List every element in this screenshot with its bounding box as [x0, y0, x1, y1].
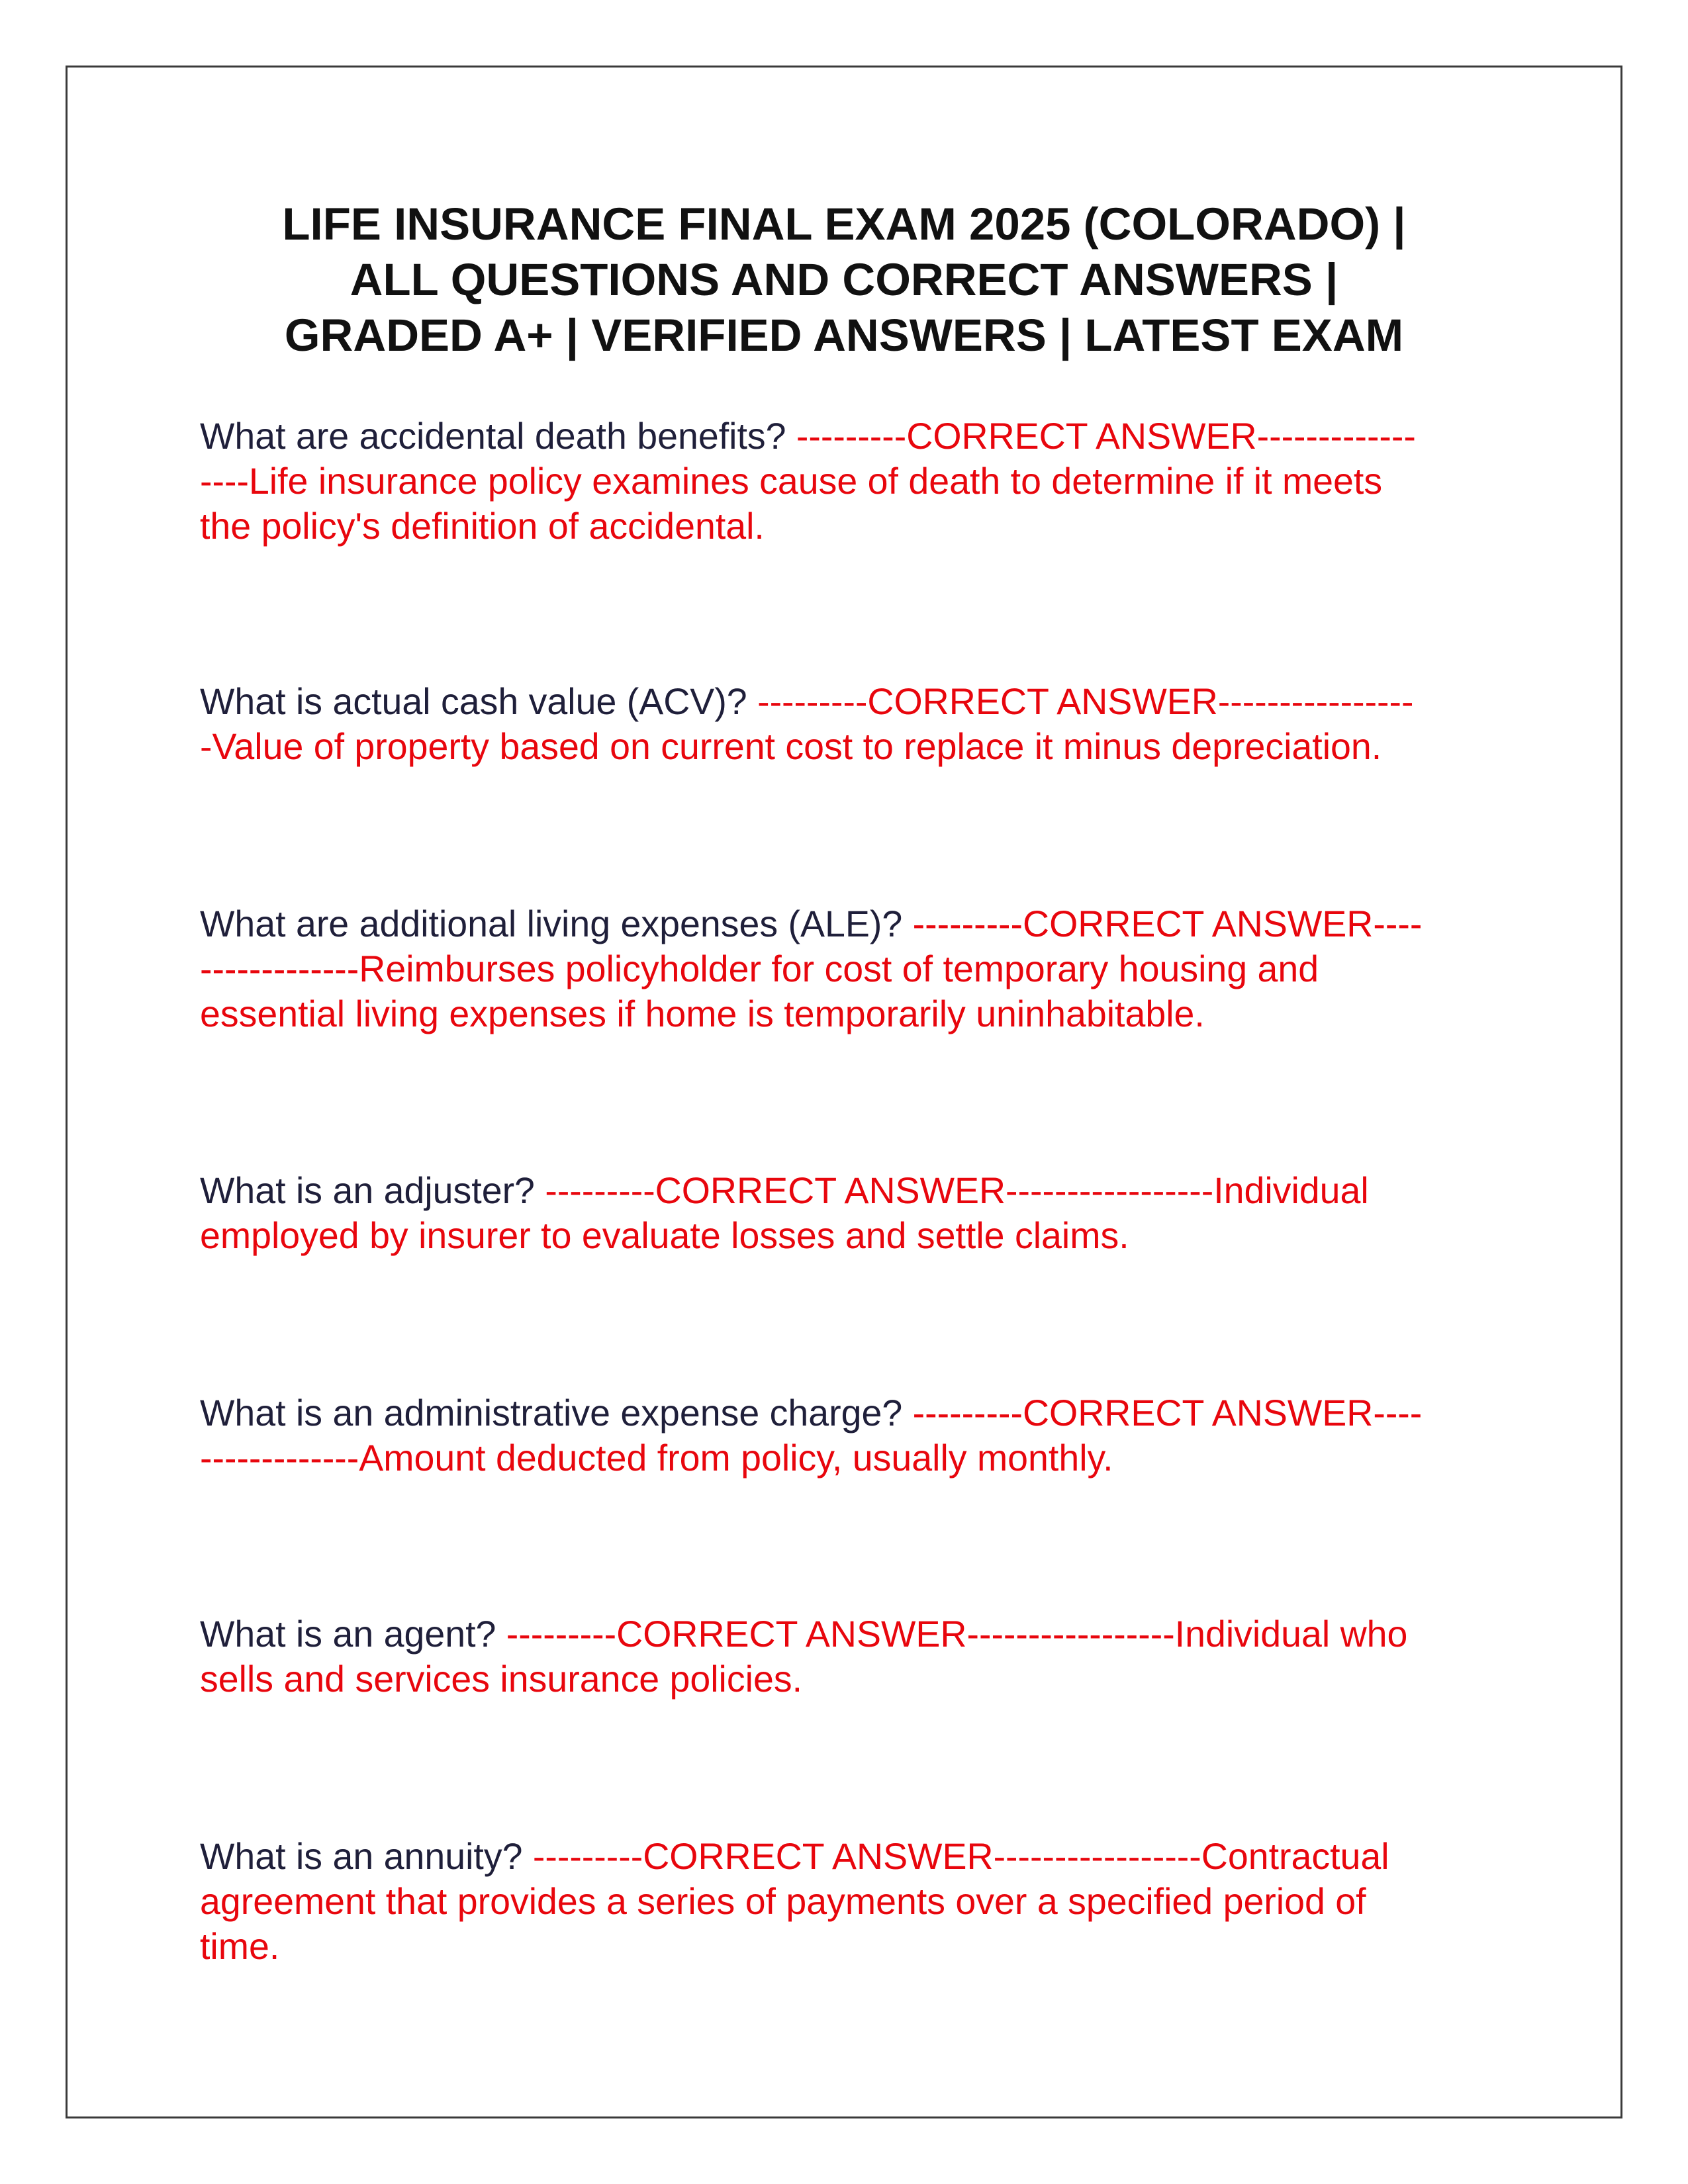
title-line: ALL QUESTIONS AND CORRECT ANSWERS | [350, 254, 1338, 305]
qa-first-line [200, 901, 1524, 946]
answer-text: agreement that provides a series of payments over a specified period of [200, 1881, 1366, 1922]
question-text: What is an administrative expense charge? [200, 1392, 913, 1433]
answer-text: sells and services insurance policies. [200, 1659, 803, 1700]
answer-marker: ---------CORRECT ANSWER---- [912, 903, 1423, 944]
question-text: What is actual cash value (ACV)? [200, 681, 758, 722]
question-text: What is an agent? [200, 1614, 506, 1655]
answer-text: -------------Amount deducted from policy, usually monthly. [200, 1437, 1113, 1479]
question-text: What is an adjuster? [200, 1170, 545, 1211]
title-line: GRADED A+ | VERIFIED ANSWERS | LATEST EXAM [284, 310, 1404, 361]
answer-marker: ---------CORRECT ANSWER------------- [796, 416, 1416, 457]
qa-first-line [200, 679, 1524, 724]
answer-text: -Value of property based on current cost to replace it minus depreciation. [200, 726, 1382, 767]
answer-text: ----Life insurance policy examines cause of death to determine if it meets [200, 461, 1383, 502]
qa-item-actual-cash-value [200, 679, 1524, 769]
qa-item-accidental-death-benefits [200, 414, 1524, 549]
qa-first-line [200, 1168, 1524, 1213]
qa-item-adjuster [200, 1168, 1524, 1258]
answer-marker: ---------CORRECT ANSWER---------------- [757, 681, 1414, 722]
answer-text: essential living expenses if home is temporarily uninhabitable. [200, 993, 1205, 1034]
title-line: LIFE INSURANCE FINAL EXAM 2025 (COLORADO) | [282, 199, 1406, 250]
qa-first-line [200, 414, 1524, 459]
qa-item-administrative-expense-charge [200, 1390, 1524, 1480]
qa-first-line [200, 1834, 1524, 1879]
qa-item-additional-living-expenses [200, 901, 1524, 1036]
answer-text: time. [200, 1926, 280, 1967]
question-text: What are accidental death benefits? [200, 416, 796, 457]
answer-marker: ---------CORRECT ANSWER-----------------Individual [545, 1170, 1369, 1211]
question-text: What are additional living expenses (ALE)? [200, 903, 913, 944]
answer-text: the policy's definition of accidental. [200, 506, 765, 547]
qa-first-line [200, 1612, 1524, 1657]
document-title [172, 197, 1516, 363]
answer-marker: ---------CORRECT ANSWER---- [912, 1392, 1423, 1433]
question-text: What is an annuity? [200, 1836, 533, 1877]
qa-item-annuity [200, 1834, 1524, 1969]
answer-marker: ---------CORRECT ANSWER-----------------Contractual [532, 1836, 1389, 1877]
page-border [66, 66, 1622, 2118]
answer-text: employed by insurer to evaluate losses and settle claims. [200, 1215, 1129, 1256]
qa-first-line [200, 1390, 1524, 1435]
qa-item-agent [200, 1612, 1524, 1702]
answer-marker: ---------CORRECT ANSWER-----------------Individual who [506, 1614, 1408, 1655]
answer-text: -------------Reimburses policyholder for cost of temporary housing and [200, 948, 1319, 989]
